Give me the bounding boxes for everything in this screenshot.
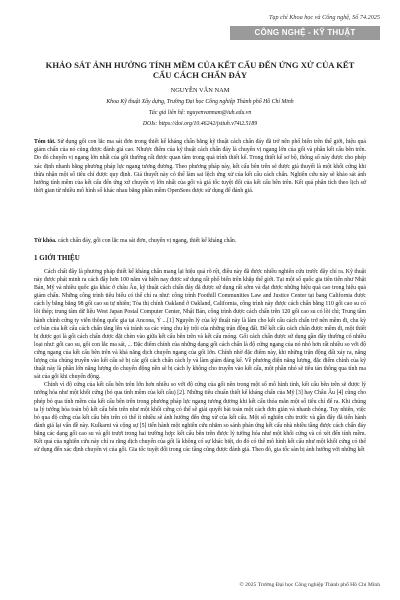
keywords <box>34 237 366 245</box>
section-banner: CÔNG NGHỆ - KỸ THUẬT <box>230 26 380 40</box>
journal-header: Tạp chí Khoa học và Công nghệ, Số 74.2025 <box>268 14 380 21</box>
author-affiliation: Khoa Kỹ thuật Xây dựng, Trường Đại học Công nghiệp Thành phố Hồ Chí Minh <box>106 99 294 105</box>
abstract-label: Tóm tắt. <box>34 139 56 145</box>
paper-title: KHẢO SÁT ẢNH HƯỞNG TÍNH MỀM CỦA KẾT CẤU ĐẾN ỨNG XỬ CỦA KẾT CẤU CÁCH CHẤN ĐÁY <box>45 60 355 80</box>
paragraph: Cách chất đây là phương pháp thiết kế kháng chấn mang lại hiệu quả rõ rệt, điều này đã được nhiều nghiên cứu trước đây chỉ ra. Kỹ thuật này được phát minh ra cách đây hơn 100 năm và hiện nay được sử dụng rất phổ biến trên khắp thế giới. Tại một số quốc gia tiên tiến như Nhật Bản, Mỹ và nhiều quốc gia khác ở châu Âu, kỹ thuật cách chấn đáy đã được sử dụng rất sớm và đạt được những hiệu quả cao trong hiệu quả giảm chấn. Những công trình tiêu biểu có thể chỉ ra như: công trình Foothill Communities Law and Justice Center tại bang California được cách ly bằng bằng 98 gối cao su tự nhiên; Tòa thị chính Oakland ở Oakland, California, công trình này được cách chấn bằng 110 gối cao su có lõi thép; trung tâm dữ liệu West Japan Postal Computer Center, Nhật Bản, công trình được cách chấn trên 120 gối cao su có lõi chì; Trung tâm hành chính cứng ty viễn thông quốc gia tại Ancona, Ý ...[1] Nguyên lý của kỹ thuật này là làm cho kết cấu cách chấn trở nên mềm đi, chu kỳ cơ bản của kết cấu cách chấn tăng lên và tránh xa các vùng chu kỳ trội của những trận động đất. Để kết cấu cách chấn được mềm đi, một thiết bị được gọi là gối cách chấn được đặt chèn vào giữa kết cấu bên trên và kết cấu móng. Gối cách chấn được sử dụng gần đây thường có nhiều loại như: gối cao su, gối con lắc ma sát, ... Đặc điểm chính của những dạng gối cách chấn là độ cứng ngang của nó nhỏ hơn rất nhiều so với độ cứng ngang của kết cấu bên trên và khả năng dịch chuyển ngang của gối lớn. Chính nhờ đặc điểm này, khi những trận động đất xảy ra, năng lượng của chúng truyền vào kết cấu sẽ bị các gối cách chấn cách ly và làm giảm đáng kể. Về phương diện năng lượng, đặc điểm chính của kỹ thuật này là phần lớn năng lượng do chuyển động nền sẽ bị cách ly không cho truyền vào kết cấu, một phần nhỏ sẽ tiêu tán thông qua tính ma sát của gối khi chuyển động. <box>34 269 366 381</box>
doi-link[interactable]: DOIs: https://doi.org/10.46242/jstiuh.v74i2.5189 <box>142 121 258 127</box>
keywords-text: cách chấn đáy, gối con lắc ma sát đơn, chuyển vị ngang, thiết kế kháng chấn. <box>57 238 237 244</box>
abstract-text: Sử dụng gối con lắc ma sát đơn trong thiết kế kháng chấn bằng kỹ thuật cách chấn đáy đã trở nên phổ biến trên thế giới, hiệu quả giảm chấn của nó cũng được đánh giá cao. Nhược điểm của kỹ thuật cách chấn đáy là chuyển vị ngang lớn của gối và phần kết cấu bên trên. Do đó chuyển vị ngang lớn nhất của gối thường rất được quan tâm trong quá trình thiết kế. Trong thiết kế sơ bộ, thông số này được cho phép xác định nhanh bằng phương pháp lực ngang tương đương. Theo phương pháp này, kết cấu bên trên sẽ được giả thuyết là một khối cứng khi thừa nhận một số tiêu chí được quy định. Giả thuyết này có thể làm sai lệch ứng xử của kết cấu cách chấn. Nghiên cứu này sẽ khảo sát ảnh hưởng tính mềm của kết cấu đến ứng xử chuyển vị lớn nhất của gối và giá tốc tuyệt đối của kết cấu bên trên. Kết quả phân tích theo lịch sử thời gian từ nhiều mô hình số khác nhau bằng phần mềm OpenSees được sử dụng để đánh giá. <box>34 139 366 195</box>
contact-email: Tác giả liên hệ: nguyenvannam@iuh.edu.vn <box>148 110 252 116</box>
paragraph: Chính vì độ cứng của kết cấu bên trên lớn hơn nhiều so với độ cứng của gối nên trong một số mô hình tính, kết cấu bên trên sẽ được lý tưởng hóa như một khối cứng (bỏ qua tính mềm của kết cấu) [2]. Những tiêu chuẩn thiết kế kháng chấn của Mỹ [3] hay Châu Âu [4] cũng cho phép bỏ qua tính mềm của kết cấu bên trên trong phương pháp lực ngang tương đương khi kết cấu thỏa mãn một số tiêu chí để ra. Khi chúng ta lý tưởng hóa toàn bộ kết cấu bên trên như một khối cứng có thể sẽ giải quyết bài toán một cách đơn giản và nhanh chóng. Tuy nhiên, việc bỏ qua độ cứng của kết cấu bên trên có thể ít nhiều sẽ ảnh hưởng đến ứng xử của kết cấu. Một số nghiên cứu trước và gần đây đã tiến hành đánh giá lại vấn đề này. Kulkarni và cộng sự [5] tiến hành một nghiên cứu nhằm so sánh phản ứng kết cấu nhà nhiều tầng được cách chấn đáy bằng các dạng gối cao su và gối trượt trong hai trường hợp: kết cấu bên trên được lý tưởng hóa như một khối cứng và có xét đến tính mềm. Kết quả của nghiên cứu này chỉ ra rằng dịch chuyển của gối là không có sự khác biệt, do đó có thể mô hình kết cấu như một khối cứng có thể sử dụng đến xác định chuyển vị của gối. Gia tốc tuyệt đối trong các tầng cũng được đánh giá. Theo đó, gia tốc sàn bị ảnh hưởng với những kết <box>34 382 366 454</box>
abstract <box>34 138 366 195</box>
keywords-label: Từ khóa. <box>34 238 57 244</box>
body-text <box>34 268 366 454</box>
section-heading: 1 GIỚI THIỆU <box>34 254 80 262</box>
author-name: NGUYỄN VĂN NAM <box>170 87 230 94</box>
footer-copyright: © 2025 Trường Đại học Công nghiệp Thành phố Hồ Chí Minh <box>239 582 380 588</box>
